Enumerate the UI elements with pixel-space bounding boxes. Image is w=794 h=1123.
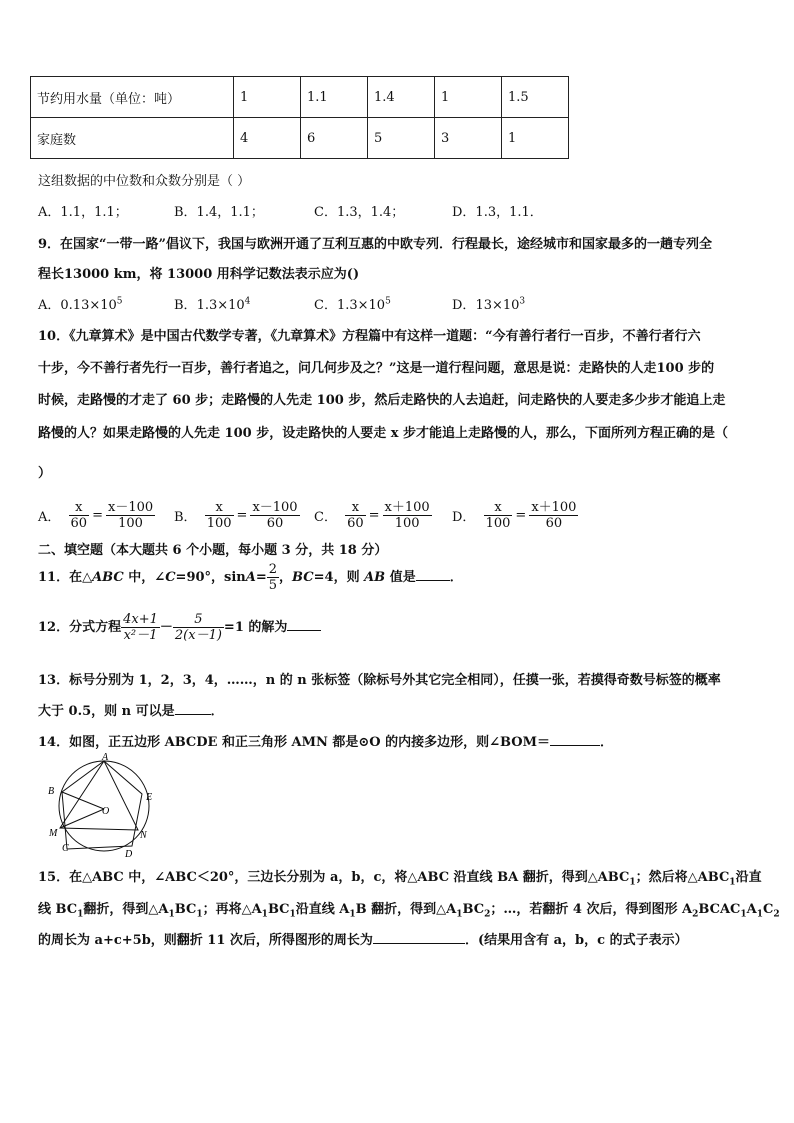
q8-option-c: C．1.3，1.4； [314,205,405,220]
label-e: E [146,792,153,803]
q10-line5: ） [38,466,52,481]
pentagon-abcde [62,761,142,849]
q14-text: 14．如图，正五边形 ABCDE 和正三角形 AMN 都是⊙O 的内接多边形，则∠BOM＝ ． [38,735,613,750]
q12-text: 12．分式方程 $\frac{4x+1}{\text{x²－1}}$ － $\frac{5}{2(x-1)}$ =1 的解为 [38,612,321,643]
q10-option-b: B． $\frac{x}{100}$ = $\frac{x-100}{60}$ [174,500,298,531]
label-n: N [140,830,147,841]
q8-option-d: D．1.3，1.1． [452,205,543,220]
table-cell: 4 [234,118,301,159]
table-cell: 1 [502,118,569,159]
table-row [31,77,569,118]
q15-line1: 15．在△ABC 中，∠ABC＜20°，三边长分别为 a，b，c，将△ABC 沿直线 BA 翻折，得到$\triangle ABC_1$；然后将$\triangle ABC_1$沿直 [38,870,762,888]
q8-option-a: A．1.1，1.1； [38,205,128,220]
q11-text: 11．在△ABC 中，∠C=90°，sinA= $\frac{2}{5}$ ，BC=4，则 AB 值是 ． [38,562,463,593]
label-o: O [102,806,110,817]
segment-ob [62,792,104,809]
q10-line3: 时候，走路慢的才走了 60 步；走路慢的人先走 100 步，然后走路快的人去追赶，问走路快的人要走多少步才能追上走 [38,393,726,408]
table-cell: 1.1 [301,77,368,118]
table-cell: 1 [234,77,301,118]
table-header-cell: 家庭数 [31,118,234,159]
circle-pentagon-figure [40,752,160,862]
table-cell: 1 [435,77,502,118]
q10-option-c: C． $\frac{x}{60}$ = $\frac{x+100}{100}$ [314,500,430,531]
table-row [31,118,569,159]
q9-option-c: C．$1.3\times 10^5$ [314,296,391,313]
label-a: A [102,752,109,763]
table-cell: 1.4 [368,77,435,118]
table-header-cell: 节约用水量（单位：吨） [31,77,234,118]
q9-line2: 程长13000 km，将 13000 用科学记数法表示应为() [38,267,360,282]
q10-line4: 路慢的人？如果走路慢的人先走 100 步，设走路快的人要走 x 步才能追上走路慢的人，那么，下面所列方程正确的是（ [38,426,728,441]
q10-option-d: D． $\frac{x}{100}$ = $\frac{x+100}{60}$ [452,500,577,531]
q15-line3: 的周长为 a+c+5b，则翻折 11 次后，所得图形的周长为 ．(结果用含有 a，b，c 的式子表示） [38,933,688,948]
label-c: C [62,843,69,854]
q13-line1: 13．标号分别为 1，2，3，4，……，n 的 n 张标签（除标号外其它完全相同），任摸一张，若摸得奇数号标签的概率 [38,673,721,688]
q15-line2: 线 $BC_1$翻折，得到$\triangle A_1BC_1$；再将$\triangle A_1BC_1$沿直线 $A_1B$ 翻折，得到$\triangle A_1BC_2$；…，若翻折 4 次后，得到图形 $A_2BCAC_1A_1C_2$ [38,902,780,920]
table-cell: 5 [368,118,435,159]
label-b: B [48,786,55,797]
q10-option-a: A． $\frac{x}{60}$ = $\frac{x-100}{100}$ [38,500,154,531]
q9-option-a: A．$0.13\times 10^5$ [38,296,123,313]
section-title: 二、填空题（本大题共 6 个小题，每小题 3 分，共 18 分） [38,543,388,558]
table-cell: 1.5 [502,77,569,118]
q9-option-d: D．$13\times 10^3$ [452,296,526,313]
q8-stem: 这组数据的中位数和众数分别是（ ） [38,174,251,189]
label-m: M [49,828,58,839]
q13-line2: 大于 0.5，则 n 可以是 ． [38,704,224,719]
q9-option-b: B．$1.3\times 10^4$ [174,296,251,313]
q8-option-b: B．1.4，1.1； [174,205,264,220]
q10-line1: 10．《九章算术》是中国古代数学专著，《九章算术》方程篇中有这样一道题：“今有善行者行一百步，不善行者行六 [38,329,701,344]
table-cell: 3 [435,118,502,159]
q10-line2: 十步，今不善行者先行一百步，善行者追之，问几何步及之？”这是一道行程问题，意思是说：走路快的人走100 步的 [38,361,715,376]
water-saving-table [30,76,569,159]
q9-line1: 9．在国家“一带一路”倡议下，我国与欧洲开通了互利互惠的中欧专列．行程最长，途经城市和国家最多的一趟专列全 [38,237,713,252]
table-cell: 6 [301,118,368,159]
label-d: D [125,849,133,860]
